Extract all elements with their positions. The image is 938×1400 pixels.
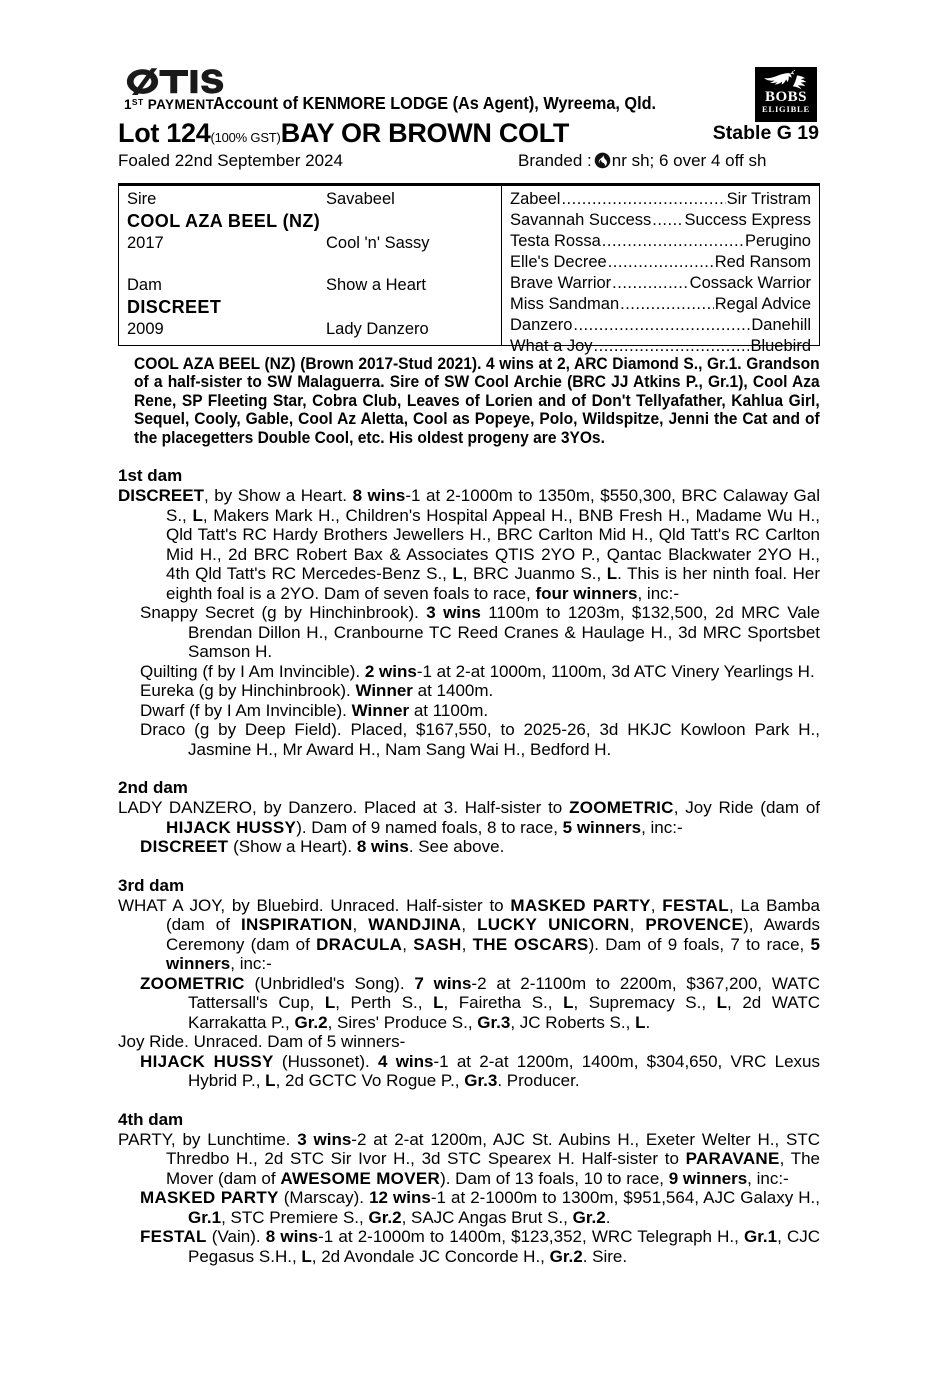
ancestor-left: Testa Rossa bbox=[510, 232, 601, 250]
dam-year: 2009 bbox=[127, 320, 164, 338]
ancestor-left: Miss Sandman bbox=[510, 295, 620, 313]
lot-number: Lot 124 bbox=[118, 118, 211, 148]
ancestor-right: Sir Tristram bbox=[726, 190, 811, 208]
pedigree-entry: ZOOMETRIC (Unbridled's Song). 7 wins-2 at 2-1100m to 2200m, $367,200, WATC Tattersall's Cup, L, Perth S., L, Fairetha S., L, Supremacy S., L, 2d WATC Karrakatta P., Gr.2, Sires' Produce S., Gr.3, JC Roberts S., L. bbox=[140, 973, 820, 1032]
ancestor-left: Danzero bbox=[510, 316, 573, 334]
foaled-branded-line bbox=[118, 151, 820, 179]
pedigree-table bbox=[118, 183, 820, 355]
lot-line bbox=[118, 118, 820, 151]
pedigree-entry: MASKED PARTY (Marscay). 12 wins-1 at 2-1000m to 1300m, $951,564, AJC Galaxy H., Gr.1, STC Premiere S., Gr.2, SAJC Angas Brut S., Gr.2. bbox=[140, 1188, 820, 1227]
dam-dam: Lady Danzero bbox=[326, 320, 429, 338]
branded-label: Branded : bbox=[518, 151, 592, 170]
ancestor-left: Zabeel bbox=[510, 190, 561, 208]
bobs-eligible-label: ELIGIBLE bbox=[762, 104, 810, 114]
dam-heading: 4th dam bbox=[118, 1109, 184, 1129]
otis-wordmark-icon bbox=[124, 68, 236, 95]
ancestor-right: Success Express bbox=[684, 211, 811, 229]
ancestor-right: Cossack Warrior bbox=[689, 274, 811, 292]
flame-brand-icon bbox=[594, 152, 611, 174]
dot-leader bbox=[594, 337, 750, 356]
dam-heading: 1st dam bbox=[118, 466, 183, 486]
pedigree-right-column bbox=[502, 186, 819, 355]
dot-leader bbox=[652, 211, 683, 230]
branded-info bbox=[518, 151, 766, 174]
pedigree-pair bbox=[510, 274, 811, 293]
stable-number: Stable G 19 bbox=[712, 122, 819, 144]
page-header bbox=[118, 0, 820, 118]
ancestor-left: Brave Warrior bbox=[510, 274, 612, 292]
sire-sire: Savabeel bbox=[326, 190, 395, 208]
pedigree-pair bbox=[510, 190, 811, 209]
pedigree-entry: PARTY, by Lunchtime. 3 wins-2 at 2-at 1200m, AJC St. Aubins H., Exeter Welter H., STC Thredbo H., 2d STC Sir Ivor H., 3d STC Spearex H. Half-sister to PARAVANE, The Mover (dam of AWESOME MOVER). Dam of 13 foals, 10 to race, 9 winners, inc:- bbox=[118, 1129, 821, 1188]
dot-leader bbox=[608, 253, 714, 272]
ancestor-right: Danehill bbox=[751, 316, 811, 334]
bobs-eligible-logo bbox=[755, 67, 817, 122]
pedigree-entry: Quilting (f by I Am Invincible). 2 wins-1 at 2-at 1000m, 1100m, 3d ATC Vinery Yearlings H. bbox=[140, 661, 815, 681]
pedigree-pair bbox=[510, 253, 811, 272]
ancestor-right: Red Ransom bbox=[714, 253, 811, 271]
sire-summary: COOL AZA BEEL (NZ) (Brown 2017-Stud 2021). 4 wins at 2, ARC Diamond S., Gr.1. Grandson of a half-sister to SW Malaguerra. Sire of SW Cool Archie (BRC JJ Atkins P., Gr.1), Cool Aza Rene, SP Fleeting Star, Cobra Club, Leaves of Lorien and of Don't Tellyafather, Kahlua Girl, Sequel, Cooly, Gable, Cool Az Aletta, Cool as Popeye, Polo, Wildspitze, Jenni the Cat and of the placegetters Double Cool, etc. His oldest progeny are 3YOs. bbox=[134, 355, 820, 447]
dam-label: Dam bbox=[127, 276, 162, 294]
ancestor-left: Elle's Decree bbox=[510, 253, 607, 271]
pedigree-left-column bbox=[119, 186, 501, 345]
gst-note: (100% GST) bbox=[210, 130, 281, 145]
pedigree-entry: Eureka (g by Hinchinbrook). Winner at 1400m. bbox=[140, 681, 494, 701]
pedigree-entry: DISCREET (Show a Heart). 8 wins. See above. bbox=[140, 837, 505, 857]
dot-leader bbox=[620, 295, 714, 314]
pedigree-families bbox=[118, 466, 820, 1266]
ancestor-left: Savannah Success bbox=[510, 211, 652, 229]
dot-leader bbox=[612, 274, 689, 293]
pedigree-entry: LADY DANZERO, by Danzero. Placed at 3. Half-sister to ZOOMETRIC, Joy Ride (dam of HIJACK HUSSY). Dam of 9 named foals, 8 to race, 5 winners, inc:- bbox=[118, 798, 820, 837]
foaled-date: Foaled 22nd September 2024 bbox=[118, 151, 343, 170]
pedigree-entry: DISCREET, by Show a Heart. 8 wins-1 at 2-1000m to 1350m, $550,300, BRC Calaway Gal S., L, Makers Mark H., Children's Hospital Appeal H., BNB Fresh H., Madame Wu H., Qld Tatt's RC Hardy Brothers Jewellers H., BRC Carlton Mid H., Qld Tatt's RC Carlton Mid H., 2d BRC Robert Bax & Associates QTIS 2YO P., Qantac Blackwater 2YO H., 4th Qld Tatt's RC Mercedes-Benz S., L, BRC Juanmo S., L. This is her ninth foal. Her eighth foal is a 2YO. Dam of seven foals to race, four winners, inc:- bbox=[118, 486, 820, 603]
ancestor-right: Bluebird bbox=[750, 337, 811, 355]
sire-label: Sire bbox=[127, 190, 157, 208]
catalogue-page bbox=[118, 0, 820, 1266]
dot-leader bbox=[602, 232, 744, 251]
pedigree-pair bbox=[510, 316, 811, 335]
pedigree-entry: Draco (g by Deep Field). Placed, $167,550, to 2025-26, 3d HKJC Kowloon Park H., Jasmine H., Mr Award H., Nam Sang Wai H., Bedford H. bbox=[140, 720, 820, 759]
ancestor-right: Perugino bbox=[744, 232, 811, 250]
colour-and-sex: BAY OR BROWN COLT bbox=[280, 118, 570, 148]
pedigree-pair bbox=[510, 211, 811, 230]
sire-dam: Cool 'n' Sassy bbox=[326, 234, 430, 252]
otis-tagline: 1ST PAYMENT bbox=[124, 97, 215, 112]
pedigree-pair bbox=[510, 337, 811, 356]
branded-value: nr sh; 6 over 4 off sh bbox=[611, 151, 767, 170]
pedigree-pair bbox=[510, 232, 811, 251]
sire-name: COOL AZA BEEL (NZ) bbox=[127, 211, 321, 231]
pedigree-entry: Snappy Secret (g by Hinchinbrook). 3 wins 1100m to 1203m, $132,500, 2d MRC Vale Brendan Dillon H., Cranbourne TC Reed Cranes & Haulage H., 3d MRC Sportsbet Samson H. bbox=[140, 603, 820, 662]
dot-leader bbox=[561, 190, 725, 209]
pedigree-entry: HIJACK HUSSY (Hussonet). 4 wins-1 at 2-at 1200m, 1400m, $304,650, VRC Lexus Hybrid P., L, 2d GCTC Vo Rogue P., Gr.3. Producer. bbox=[140, 1051, 820, 1091]
pedigree-pair bbox=[510, 295, 811, 314]
dam-name: DISCREET bbox=[127, 297, 222, 317]
pedigree-entry: Dwarf (f by I Am Invincible). Winner at 1100m. bbox=[140, 700, 489, 720]
dam-sire: Show a Heart bbox=[326, 276, 426, 294]
dam-heading: 2nd dam bbox=[118, 778, 188, 798]
pedigree-entry: WHAT A JOY, by Bluebird. Unraced. Half-sister to MASKED PARTY, FESTAL, La Bamba (dam of INSPIRATION, WANDJINA, LUCKY UNICORN, PROVENCE), Awards Ceremony (dam of DRACULA, SASH, THE OSCARS). Dam of 9 foals, 7 to race, 5 winners, inc:- bbox=[118, 895, 820, 974]
sire-year: 2017 bbox=[127, 234, 164, 252]
ancestor-right: Regal Advice bbox=[714, 295, 811, 313]
dot-leader bbox=[573, 316, 750, 335]
ancestor-left: What a Joy bbox=[510, 337, 593, 355]
dam-heading: 3rd dam bbox=[118, 875, 185, 895]
horse-head-icon bbox=[764, 70, 808, 90]
pedigree-entry: Joy Ride. Unraced. Dam of 5 winners- bbox=[118, 1032, 406, 1052]
bobs-label: BOBS bbox=[764, 89, 808, 105]
pedigree-entry: FESTAL (Vain). 8 wins-1 at 2-1000m to 1400m, $123,352, WRC Telegraph H., Gr.1, CJC Pegasus S.H., L, 2d Avondale JC Concorde H., Gr.2. Sire. bbox=[140, 1227, 820, 1266]
account-line: Account of KENMORE LODGE (As Agent), Wyreema, Qld. bbox=[213, 93, 657, 113]
